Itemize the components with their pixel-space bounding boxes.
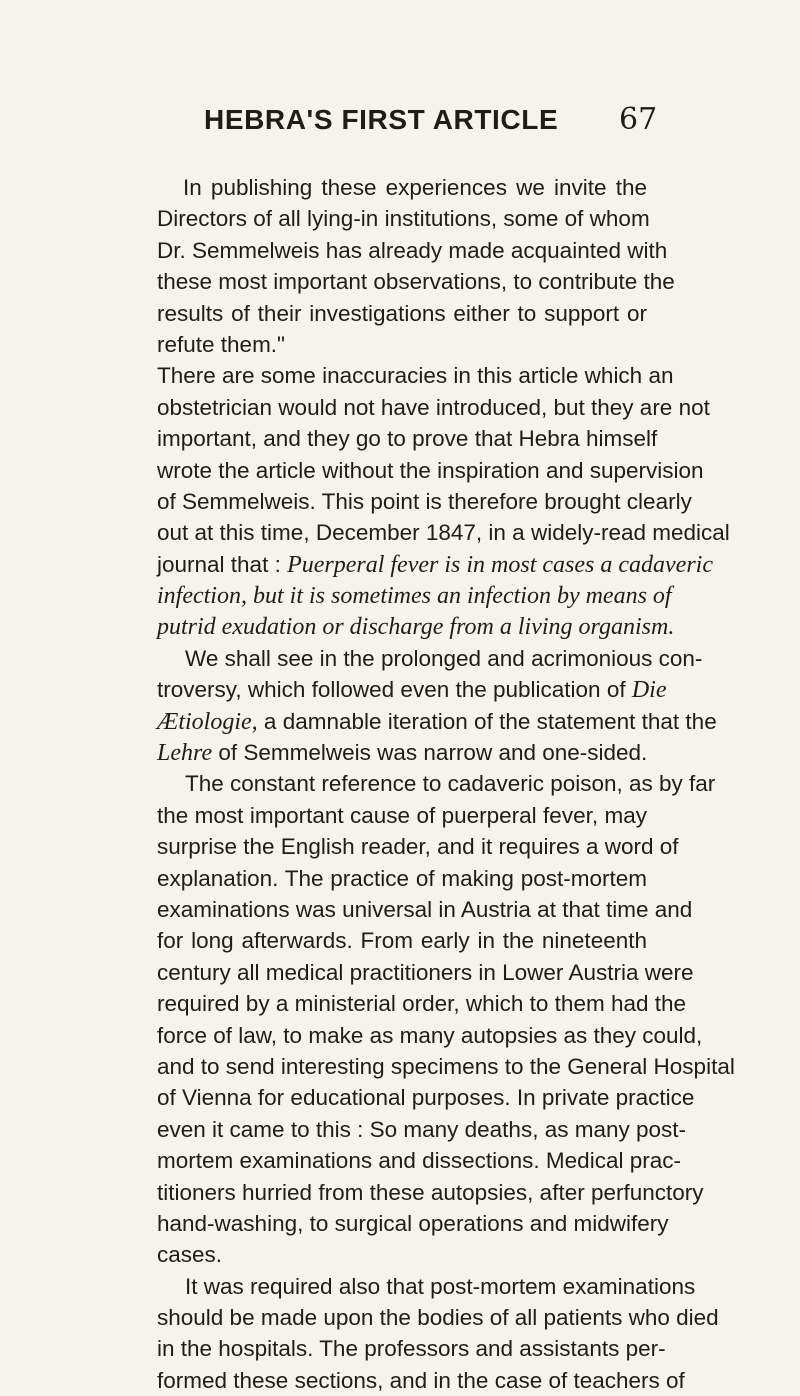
- text-line: [157, 392, 710, 423]
- text-line: [157, 1208, 669, 1239]
- text-run: It was required also that post-mortem examinations: [185, 1273, 696, 1299]
- text-line: [157, 1020, 703, 1051]
- text-run: We shall see in the prolonged and acrimonious con-: [185, 645, 703, 671]
- text-line: [157, 1365, 685, 1396]
- text-line: [157, 674, 667, 705]
- text-line: [157, 1145, 681, 1176]
- text-line: [157, 549, 713, 580]
- text-run: examinations was universal in Austria at that time and: [157, 896, 693, 922]
- text-line: [157, 1333, 666, 1364]
- text-line: [157, 266, 675, 297]
- running-head: [0, 98, 800, 142]
- text-run: in the hospitals. The professors and assistants per-: [157, 1336, 666, 1362]
- text-line: [157, 643, 703, 674]
- text-run: titioners hurried from these autopsies, after perfunctory: [157, 1179, 704, 1205]
- italic-run: infection, but it is sometimes an infection by means of: [157, 583, 672, 610]
- italic-run: Puerperal fever is in most cases a cadaveric: [287, 551, 713, 578]
- italic-run: putrid exudation or discharge from a living organism.: [157, 614, 675, 641]
- text-run: There are some inaccuracies in this article which an: [157, 363, 674, 389]
- italic-run: Die: [631, 677, 667, 704]
- text-line: [157, 486, 692, 517]
- text-run: Dr. Semmelweis has already made acquainted with: [157, 237, 668, 263]
- text-run: cases.: [157, 1242, 223, 1268]
- text-run: results of their investigations either to support or: [157, 300, 647, 326]
- text-run: Directors of all lying-in institutions, some of whom: [157, 206, 650, 232]
- text-line: [157, 894, 693, 925]
- text-run: the most important cause of puerperal fever, may: [157, 802, 647, 828]
- text-line: [157, 1051, 735, 1082]
- text-run: century all medical practitioners in Lower Austria were: [157, 959, 694, 985]
- text-line: [157, 235, 668, 266]
- body-text: [157, 172, 735, 1396]
- text-line: [157, 329, 647, 360]
- italic-run: Ætiologie,: [157, 708, 258, 735]
- running-title: HEBRA'S FIRST ARTICLE: [204, 104, 559, 135]
- text-run: these most important observations, to contribute the: [157, 269, 675, 295]
- text-run: of Semmelweis. This point is therefore brought clearly: [157, 488, 692, 514]
- text-line: [157, 800, 647, 831]
- text-run: required by a ministerial order, which to them had the: [157, 991, 687, 1017]
- text-line: [157, 768, 716, 799]
- text-run: troversy, which followed even the publication of: [157, 677, 632, 703]
- italic-run: Lehre: [157, 740, 213, 767]
- text-run: obstetrician would not have introduced, but they are not: [157, 394, 710, 420]
- text-run: force of law, to make as many autopsies as they could,: [157, 1022, 703, 1048]
- text-line: [157, 957, 694, 988]
- text-run: journal that :: [157, 551, 288, 577]
- text-run: mortem examinations and dissections. Medical prac-: [157, 1148, 681, 1174]
- text-line: [157, 1114, 687, 1145]
- text-run: surprise the English reader, and it requires a word of: [157, 834, 679, 860]
- text-line: [157, 988, 687, 1019]
- text-line: [157, 1082, 695, 1113]
- text-line: [157, 423, 658, 454]
- text-run: formed these sections, and in the case of teachers of: [157, 1367, 685, 1393]
- text-line: [157, 706, 717, 737]
- text-line: [157, 455, 704, 486]
- text-line: [157, 737, 647, 768]
- text-run: In publishing these experiences we invite the: [183, 175, 647, 200]
- text-run: explanation. The practice of making post-mortem: [157, 865, 647, 891]
- text-run: of Vienna for educational purposes. In private practice: [157, 1085, 695, 1111]
- page-number: 67: [619, 102, 658, 137]
- text-run: even it came to this : So many deaths, as many post-: [157, 1116, 687, 1142]
- text-run: should be made upon the bodies of all patients who died: [157, 1305, 719, 1331]
- text-run: important, and they go to prove that Hebra himself: [157, 426, 658, 452]
- text-run: of Semmelweis was narrow and one-sided.: [212, 740, 648, 766]
- text-run: and to send interesting specimens to the General Hospital: [157, 1053, 735, 1079]
- text-line: [157, 925, 647, 956]
- text-line: [157, 1239, 647, 1270]
- text-line: [157, 831, 679, 862]
- text-line: [157, 172, 647, 203]
- text-line: [157, 611, 675, 642]
- text-line: [157, 517, 730, 548]
- text-line: [157, 1302, 719, 1333]
- text-line: [157, 1271, 696, 1302]
- text-line: [157, 203, 650, 234]
- text-line: [157, 1177, 704, 1208]
- text-run: a damnable iteration of the statement that the: [257, 708, 717, 734]
- text-run: The constant reference to cadaveric poison, as by far: [185, 771, 716, 797]
- text-run: for long afterwards. From early in the nineteenth: [157, 928, 647, 954]
- text-line: [157, 360, 674, 391]
- text-run: refute them.": [157, 331, 286, 357]
- text-line: [157, 580, 672, 611]
- text-run: out at this time, December 1847, in a widely-read medical: [157, 520, 730, 546]
- text-line: [157, 298, 647, 329]
- text-run: wrote the article without the inspiration and supervision: [157, 457, 704, 483]
- text-run: hand-washing, to surgical operations and midwifery: [157, 1210, 669, 1236]
- text-line: [157, 863, 647, 894]
